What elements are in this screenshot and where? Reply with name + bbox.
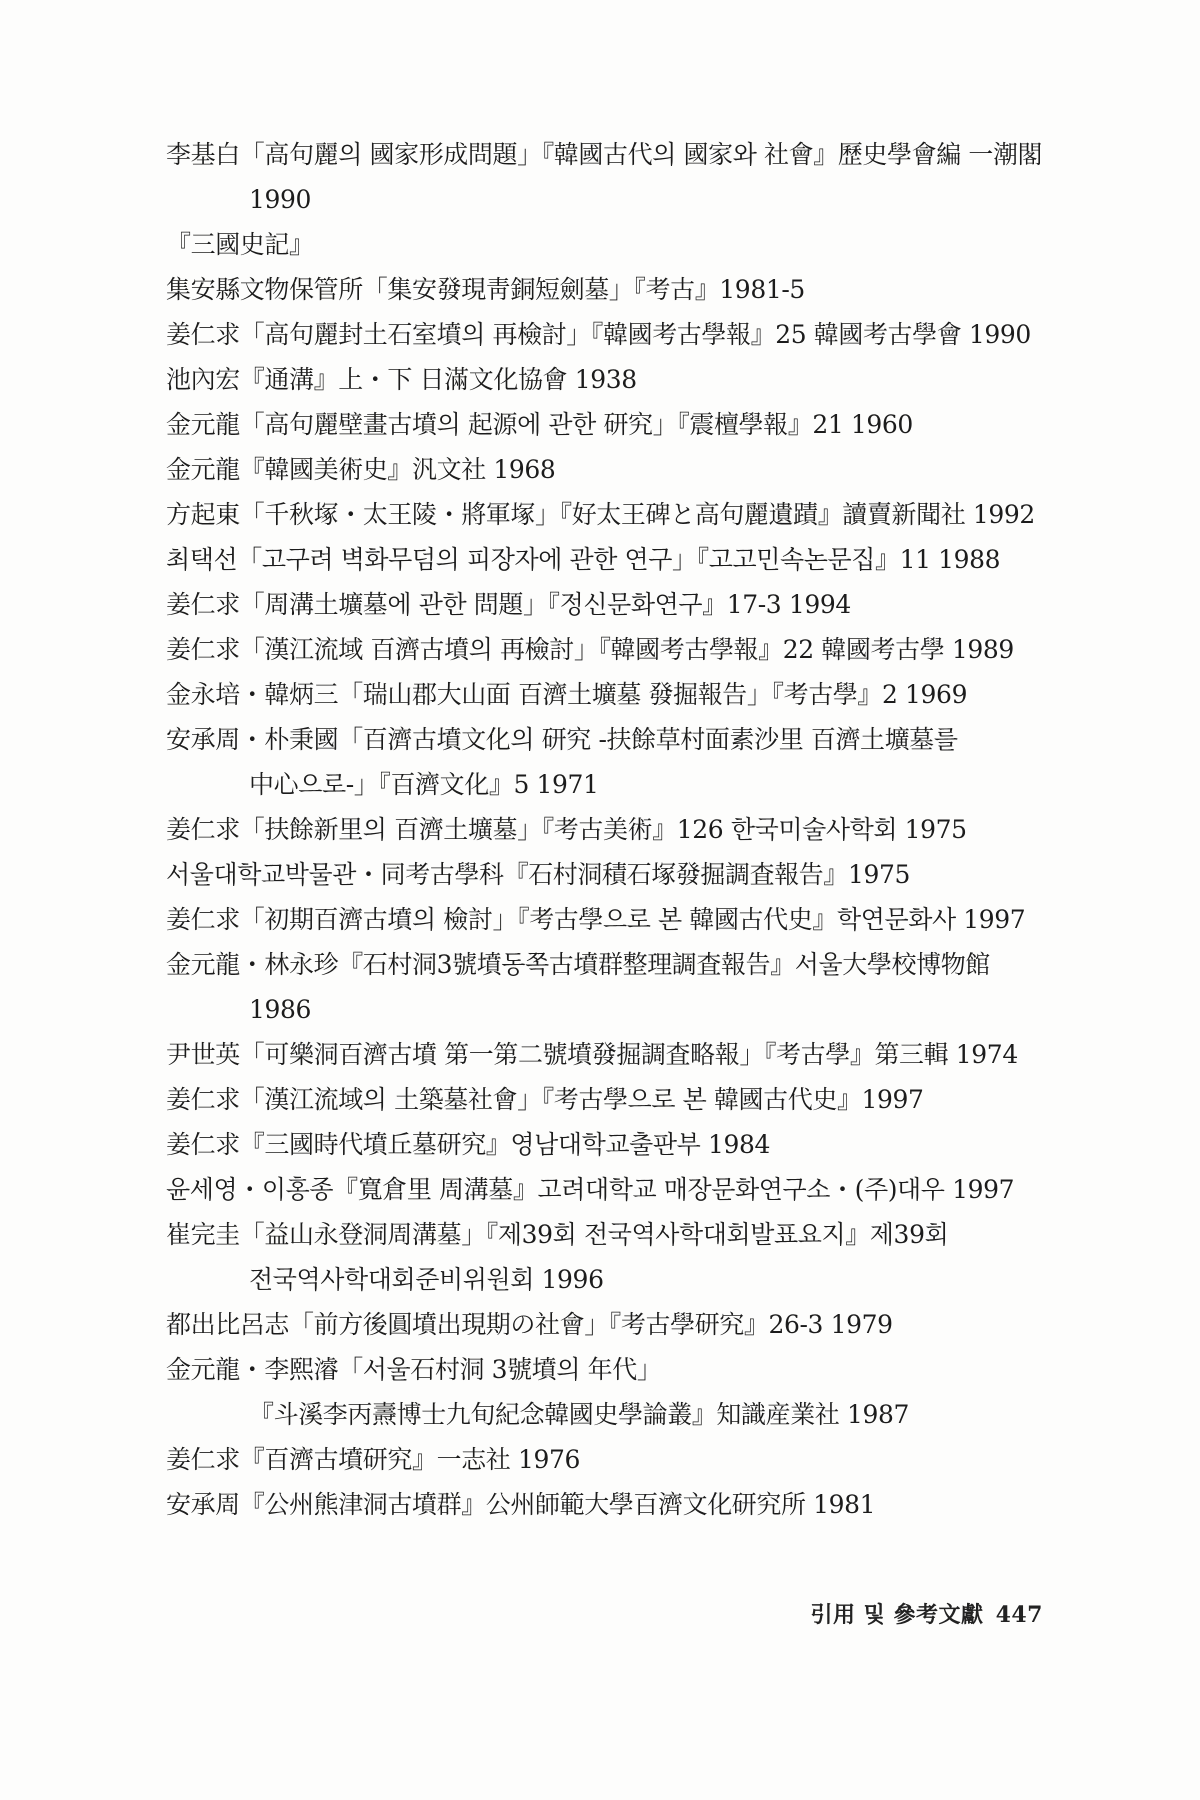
reference-entry: 金元龍・李熙濬「서울石村洞 3號墳의 年代」『斗溪李丙燾博士九旬紀念韓國史學論叢』知識産業社 1987: [166, 1355, 909, 1429]
reference-entry: 『三國史記』: [166, 230, 314, 259]
reference-entry: 姜仁求「高句麗封土石室墳의 再檢討」『韓國考古學報』25 韓國考古學會 1990: [166, 320, 1031, 349]
reference-entry: 姜仁求『三國時代墳丘墓研究』영남대학교출판부 1984: [166, 1130, 770, 1159]
reference-entry: 姜仁求「周溝土壙墓에 관한 問題」『정신문화연구』17-3 1994: [166, 590, 851, 619]
reference-entry: 姜仁求「漢江流域 百濟古墳의 再檢討」『韓國考古學報』22 韓國考古學 1989: [166, 635, 1014, 664]
reference-entry: 都出比呂志「前方後圓墳出現期の社會」『考古學研究』26-3 1979: [166, 1310, 893, 1339]
reference-entry: 서울대학교박물관・同考古學科『石村洞積石塚發掘調査報告』1975: [166, 860, 911, 889]
reference-entry: 姜仁求「初期百濟古墳의 檢討」『考古學으로 본 韓國古代史』학연문화사 1997: [166, 905, 1026, 934]
running-footer-title: 引用 및 參考文獻: [810, 1603, 984, 1628]
reference-entry: 金元龍「高句麗壁畫古墳의 起源에 관한 研究」『震檀學報』21 1960: [166, 410, 913, 439]
reference-entry: 金元龍『韓國美術史』汎文社 1968: [166, 455, 556, 484]
reference-entry: 安承周・朴秉國「百濟古墳文化의 研究 -扶餘草村面素沙里 百濟土壙墓를 中心으로-」『百濟文化』5 1971: [166, 725, 958, 799]
reference-list: [166, 132, 1046, 1527]
reference-entry: 윤세영・이홍종『寬倉里 周溝墓』고려대학교 매장문화연구소・(주)대우 1997: [166, 1175, 1015, 1204]
reference-entry: 尹世英「可樂洞百濟古墳 第一第二號墳發掘調査略報」『考古學』第三輯 1974: [166, 1040, 1018, 1069]
reference-entry: 姜仁求「漢江流域의 土築墓社會」『考古學으로 본 韓國古代史』1997: [166, 1085, 924, 1114]
reference-entry: 池內宏『通溝』上・下 日滿文化協會 1938: [166, 365, 637, 394]
reference-entry: 姜仁求「扶餘新里의 百濟土壙墓」『考古美術』126 한국미술사학회 1975: [166, 815, 967, 844]
reference-entry: 崔完圭「益山永登洞周溝墓」『제39회 전국역사학대회발표요지』제39회 전국역사학대회준비위원회 1996: [166, 1220, 949, 1294]
reference-entry: 李基白「高句麗의 國家形成問題」『韓國古代의 國家와 社會』歷史學會編 一潮閣 1990: [166, 140, 1043, 214]
reference-entry: 金元龍・林永珍『石村洞3號墳동쪽古墳群整理調査報告』서울大學校博物館 1986: [166, 950, 990, 1024]
reference-entry: 方起東「千秋塚・太王陵・將軍塚」『好太王碑と高句麗遺蹟』讀賣新聞社 1992: [166, 500, 1035, 529]
reference-entry: 金永培・韓炳三「瑞山郡大山面 百濟土壙墓 發掘報告」『考古學』2 1969: [166, 680, 968, 709]
page-number: 447: [995, 1602, 1043, 1628]
reference-entry: 최택선「고구려 벽화무덤의 피장자에 관한 연구」『고고민속논문집』11 1988: [166, 545, 1001, 574]
reference-entry: 姜仁求『百濟古墳研究』一志社 1976: [166, 1445, 580, 1474]
reference-entry: 安承周『公州熊津洞古墳群』公州師範大學百濟文化研究所 1981: [166, 1490, 876, 1519]
reference-entry: 集安縣文物保管所「集安發現靑銅短劍墓」『考古』1981-5: [166, 275, 805, 304]
page-footer: [810, 1598, 1043, 1629]
